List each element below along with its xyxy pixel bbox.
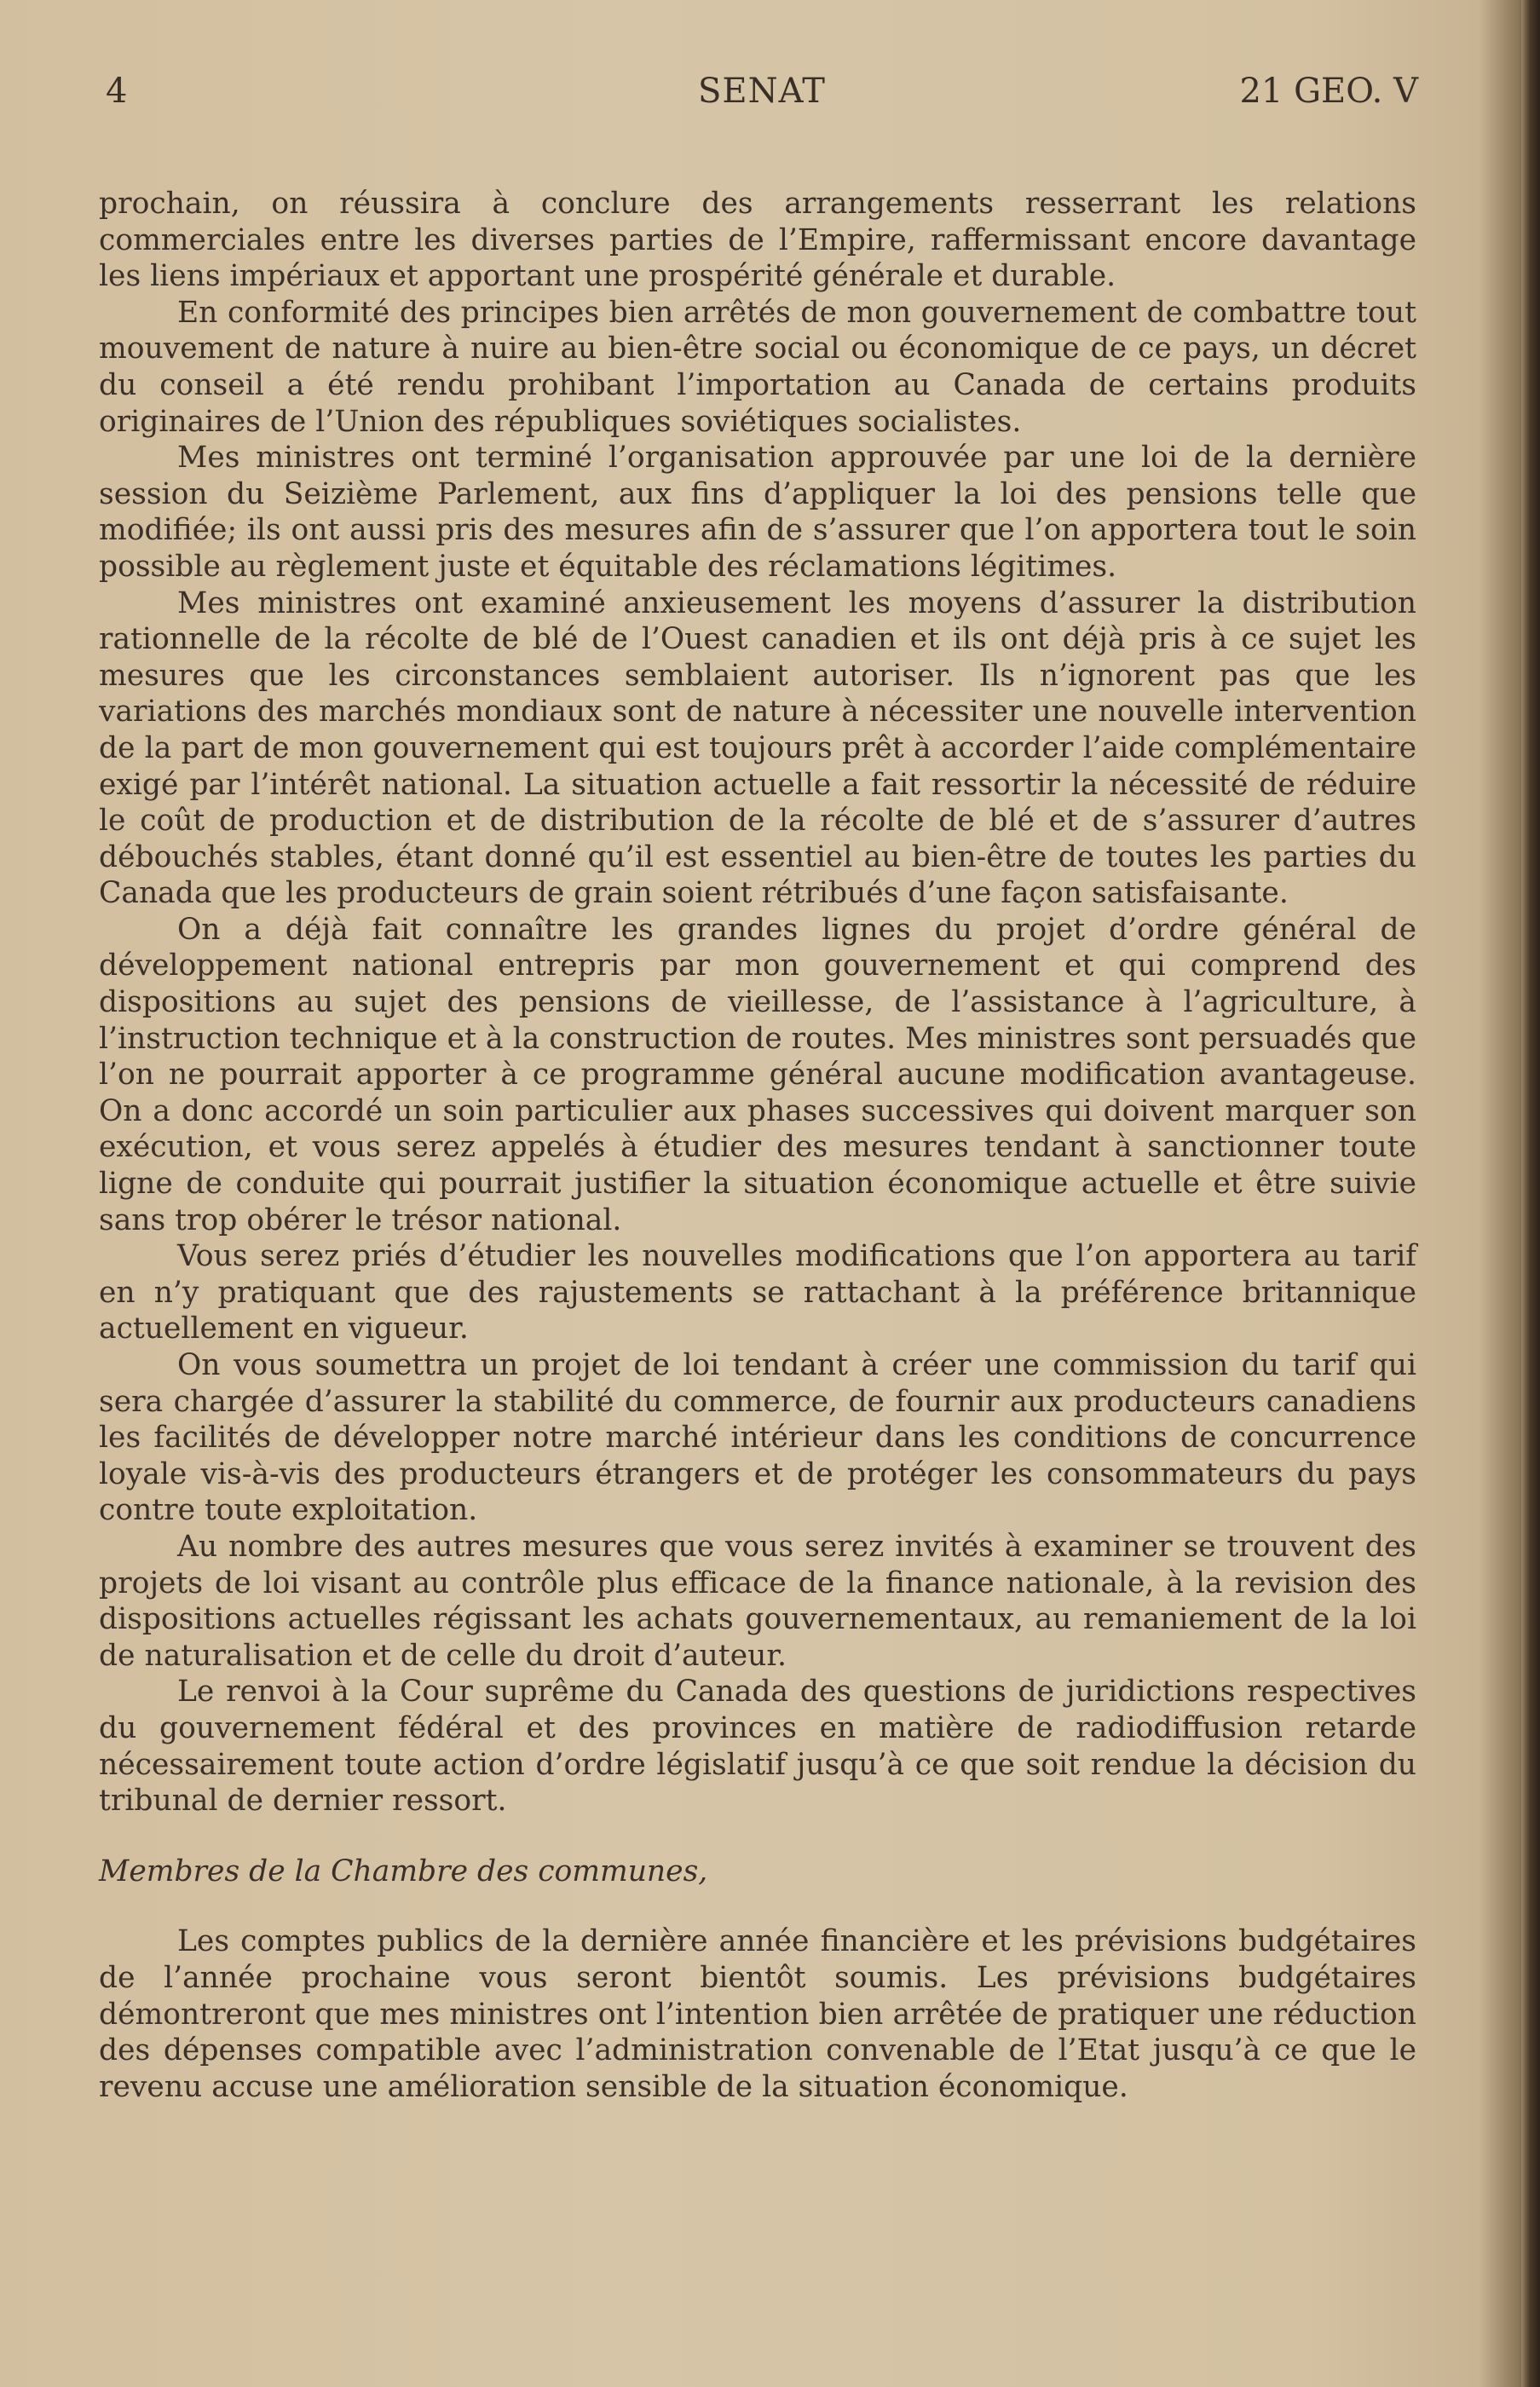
- page-header: [106, 72, 1418, 123]
- page-number: 4: [106, 72, 128, 111]
- paragraph-continuation: prochain, on réussira à conclure des arrangements resserrant les relations commerciales entre les diverses parties de l’Empire, raffermissant encore davantage les liens impériaux et apportant une prospérité générale et durable.: [99, 187, 1416, 294]
- paragraph-soviet-imports: En conformité des principes bien arrêtés de mon gouvernement de combattre tout mouvement de nature à nuire au bien-être social ou économique de ce pays, un décret du conseil a été rendu prohibant l’importation au Canada de certains produits originaires de l’Union des républiques soviétiques socialistes.: [99, 295, 1416, 439]
- running-title: SENAT: [698, 72, 826, 111]
- paragraph-tariff-commission: On vous soumettra un projet de loi tendant à créer une commission du tarif qui sera chargée d’assurer la stabilité du commerce, de fournir aux producteurs canadiens les facilités de développer notre marché intérieur dans les conditions de concurrence loyale vis-à-vis des producteurs étrangers et de protéger les consommateurs du pays contre toute exploitation.: [99, 1348, 1416, 1528]
- regnal-year: 21 GEO. V: [1239, 72, 1418, 111]
- paragraph-public-accounts: Les comptes publics de la dernière année financière et les prévisions budgétaires de l’année prochaine vous seront bientôt soumis. Les prévisions budgétaires démontreront que mes ministres ont l’intention bien arrêtée de pratiquer une réduction des dépenses compatible avec l’administration convenable de l’Etat jusqu’à ce que le revenu accuse une amélioration sensible de la situation économique.: [99, 1924, 1416, 2104]
- section-heading: Membres de la Chambre des communes,: [99, 1854, 708, 1888]
- paragraph-national-development: On a déjà fait connaître les grandes lignes du projet d’ordre général de développement national entrepris par mon gouvernement et qui comprend des dispositions au sujet des pensions de vieillesse, de l’assistance à l’agriculture, à l’instruction technique et à la construction de routes. Mes ministres sont persuadés que l’on ne pourrait apporter à ce programme général aucune modification avantageuse. On a donc accordé un soin particulier aux phases successives qui doivent marquer son exécution, et vous serez appelés à étudier des mesures tendant à sanctionner toute ligne de conduite qui pourrait justifier la situation économique actuelle et être suivie sans trop obérer le trésor national.: [99, 912, 1416, 1237]
- paragraph-radio: Le renvoi à la Cour suprême du Canada des questions de juridictions respectives du gouvernement fédéral et des provinces en matière de radiodiffusion retarde nécessairement toute action d’ordre législatif jusqu’à ce que soit rendue la décision du tribunal de dernier ressort.: [99, 1675, 1416, 1819]
- paragraph-wheat: Mes ministres ont examiné anxieusement les moyens d’assurer la distribution rationnelle de la récolte de blé de l’Ouest canadien et ils ont déjà pris à ce sujet les mesures que les circonstances semblaient autoriser. Ils n’ignorent pas que les variations des marchés mondiaux sont de nature à nécessiter une nouvelle intervention de la part de mon gouvernement qui est toujours prêt à accorder l’aide complémentaire exigé par l’intérêt national. La situation actuelle a fait ressortir la nécessité de réduire le coût de production et de distribution de la récolte de blé et de s’assurer d’autres débouchés stables, étant donné qu’il est essentiel au bien-être de toutes les parties du Canada que les producteurs de grain soient rétribués d’une façon satisfaisante.: [99, 585, 1416, 911]
- paragraph-tariff: Vous serez priés d’étudier les nouvelles modifications que l’on apportera au tarif en n’y pratiquant que des rajustements se rattachant à la préférence britannique actuellement en vigueur.: [99, 1239, 1416, 1346]
- book-spine-shadow: [1521, 0, 1540, 2387]
- body-text: [99, 186, 1416, 2105]
- paragraph-pensions: Mes ministres ont terminé l’organisation approuvée par une loi de la dernière session du Seizième Parlement, aux fins d’appliquer la loi des pensions telle que modifiée; ils ont aussi pris des mesures afin de s’assurer que l’on apportera tout le soin possible au règlement juste et équitable des réclamations légitimes.: [99, 441, 1416, 584]
- paragraph-other-measures: Au nombre des autres mesures que vous serez invités à examiner se trouvent des projets de loi visant au contrôle plus efficace de la finance nationale, à la revision des dispositions actuelles régissant les achats gouvernementaux, au remaniement de la loi de naturalisation et de celle du droit d’auteur.: [99, 1529, 1416, 1673]
